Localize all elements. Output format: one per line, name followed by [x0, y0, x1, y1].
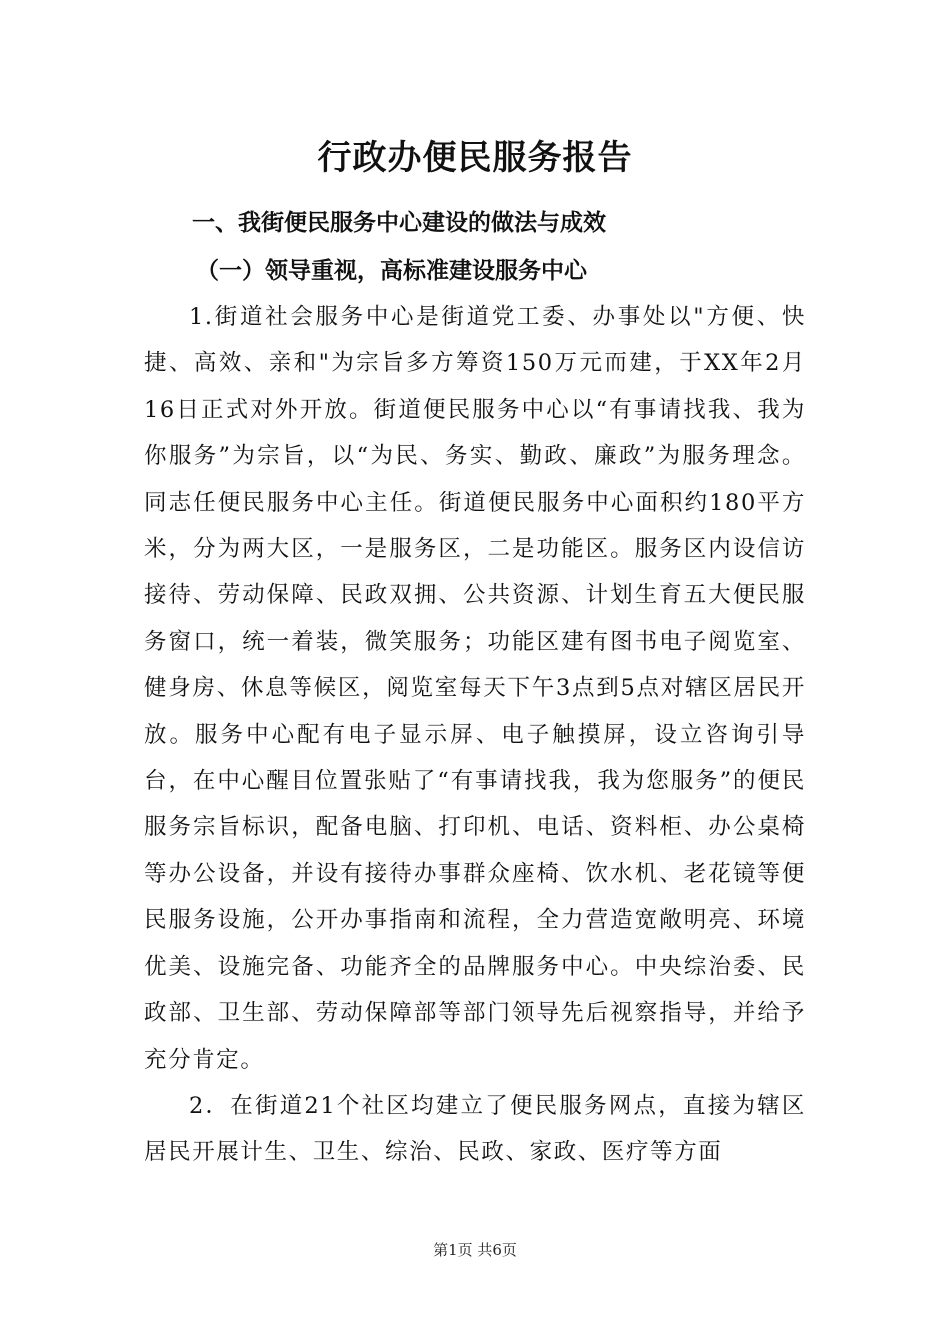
document-title: 行政办便民服务报告 [317, 138, 633, 178]
page-footer: 第1页 共6页 [433, 1241, 517, 1259]
paragraph-1: 1.街道社会服务中心是街道党工委、办事处以"方便、快捷、高效、亲和"为宗旨多方筹资150万元而建，于XX年2月16日正式对外开放。街道便民服务中心以“有事请找我、我为你服务”为宗旨，以“为民、务实、勤政、廉政”为服务理念。同志任便民服务中心主任。街道便民服务中心面积约180平方米，分为两大区，一是服务区，二是功能区。服务区内设信访接待、劳动保障、民政双拥、公共资源、计划生育五大便民服务窗口，统一着装，微笑服务；功能区建有图书电子阅览室、健身房、休息等候区，阅览室每天下午3点到5点对辖区居民开放。服务中心配有电子显示屏、电子触摸屏，设立咨询引导台，在中心醒目位置张贴了“有事请找我，我为您服务”的便民服务宗旨标识，配备电脑、打印机、电话、资料柜、办公桌椅等办公设备，并设有接待办事群众座椅、饮水机、老花镜等便民服务设施，公开办事指南和流程，全力营造宽敞明亮、环境优美、设施完备、功能齐全的品牌服务中心。中央综治委、民政部、卫生部、劳动保障部等部门领导先后视察指导，并给予充分肯定。 [144, 304, 806, 1073]
body-text [144, 294, 806, 1176]
subsection-heading: （一）领导重视，高标准建设服务中心 [196, 258, 587, 284]
section-heading: 一、我街便民服务中心建设的做法与成效 [192, 210, 606, 236]
paragraph-2: 2．在街道21个社区均建立了便民服务网点，直接为辖区居民开展计生、卫生、综治、民政、家政、医疗等方面 [144, 1092, 806, 1166]
